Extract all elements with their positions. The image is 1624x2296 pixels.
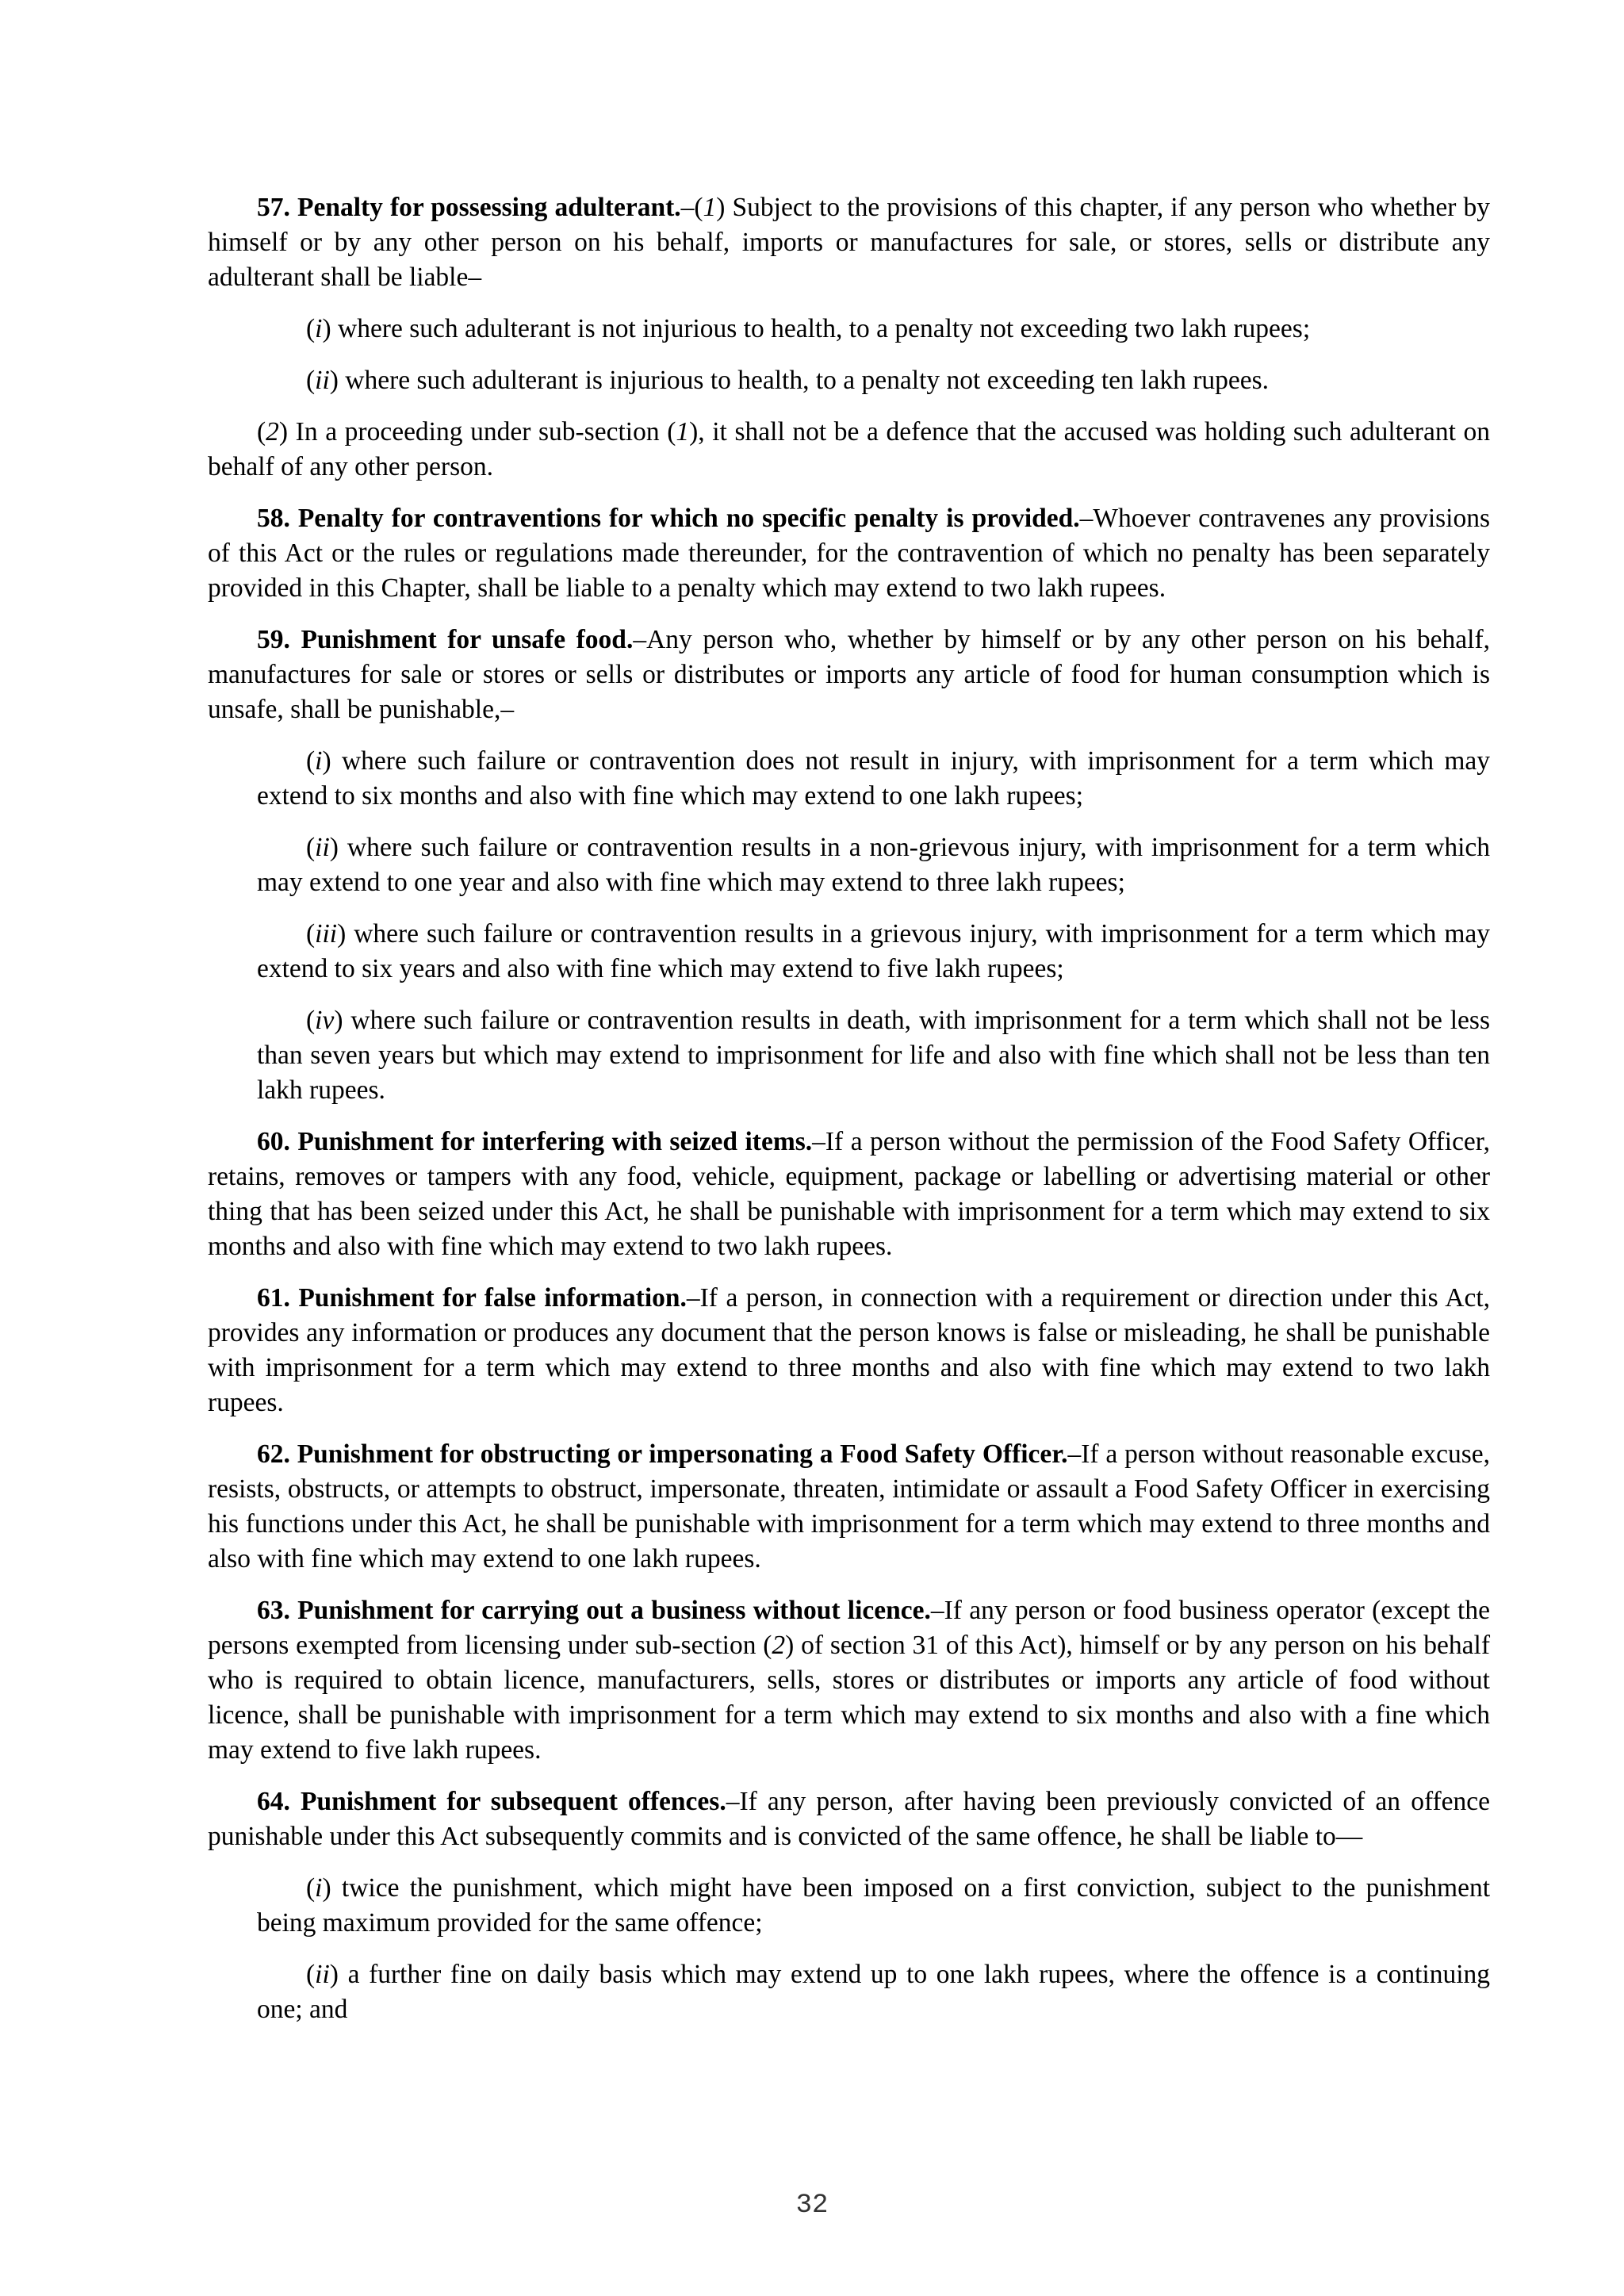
section-59-clause-ii: (ii) where such failure or contravention results in a non-grievous injury, with imprisonment for a term which may extend to one year and also with fine which may extend to three lakh rupees; (257, 833, 1490, 897)
document-body (208, 190, 1490, 2044)
section-57-heading: 57. Penalty for possessing adulterant. (257, 193, 681, 222)
section-59-clause-iv: (iv) where such failure or contravention results in death, with imprisonment for a term which shall not be less than seven years but which may extend to imprisonment for life and also with fine which shall not be less than ten lakh rupees. (257, 1006, 1490, 1105)
section-59-heading: 59. Punishment for unsafe food. (257, 625, 634, 654)
section-63: 63. Punishment for carrying out a business without licence.–If any person or food business operator (except the persons exempted from licensing under sub-section (2) of section 31 of this Act), himself or by any person on his behalf who is required to obtain licence, manufacturers, sells, stores or distributes or imports any article of food without licence, shall be punishable with imprisonment for a term which may extend to six months and also with a fine which may extend to five lakh rupees. (208, 1596, 1490, 1765)
section-57-clause-i: (i) where such adulterant is not injurious to health, to a penalty not exceeding two lakh rupees; (306, 314, 1311, 343)
section-64-heading: 64. Punishment for subsequent offences. (257, 1787, 726, 1816)
section-57-paragraph-1: 57. Penalty for possessing adulterant.–(1) Subject to the provisions of this chapter, if any person who whether by himself or by any other person on his behalf, imports or manufactures for sale, or stores, sells or distribute any adulterant shall be liable– (208, 193, 1490, 292)
section-64: 64. Punishment for subsequent offences.–If any person, after having been previously convicted of an offence punishable under this Act subsequently commits and is convicted of the same offence, he shall be liable to— (208, 1787, 1491, 1851)
section-57-clause-ii: (ii) where such adulterant is injurious to health, to a penalty not exceeding ten lakh rupees. (306, 366, 1270, 395)
section-59-clause-iii: (iii) where such failure or contravention results in a grievous injury, with imprisonment for a term which may extend to six years and also with fine which may extend to five lakh rupees; (257, 919, 1490, 983)
section-61-heading: 61. Punishment for false information. (257, 1283, 687, 1313)
page-number: 32 (795, 2191, 829, 2221)
section-60-heading: 60. Punishment for interfering with seized items. (257, 1127, 813, 1156)
section-59-clause-i: (i) where such failure or contravention does not result in injury, with imprisonment for a term which may extend to six months and also with fine which may extend to one lakh rupees; (257, 746, 1490, 811)
section-64-clause-i: (i) twice the punishment, which might have been imposed on a first conviction, subject to the punishment being maximum provided for the same offence; (257, 1873, 1490, 1938)
section-64-clause-ii: (ii) a further fine on daily basis which may extend up to one lakh rupees, where the offence is a continuing one; and (257, 1960, 1490, 2024)
section-62-heading: 62. Punishment for obstructing or impersonating a Food Safety Officer. (257, 1439, 1068, 1469)
section-57-paragraph-2: (2) In a proceeding under sub-section (1), it shall not be a defence that the accused was holding such adulterant on behalf of any other person. (208, 417, 1491, 481)
section-58-heading: 58. Penalty for contraventions for which no specific penalty is provided. (257, 504, 1080, 533)
section-60: 60. Punishment for interfering with seized items.–If a person without the permission of the Food Safety Officer, retains, removes or tampers with any food, vehicle, equipment, package or labelling or advertising material or other thing that has been seized under this Act, he shall be punishable with imprisonment for a term which may extend to six months and also with fine which may extend to two lakh rupees. (208, 1127, 1490, 1261)
section-58: 58. Penalty for contraventions for which no specific penalty is provided.–Whoever contravenes any provisions of this Act or the rules or regulations made thereunder, for the contravention of which no penalty has been separately provided in this Chapter, shall be liable to a penalty which may extend to two lakh rupees. (208, 504, 1491, 603)
section-63-heading: 63. Punishment for carrying out a business without licence. (257, 1596, 931, 1625)
section-62: 62. Punishment for obstructing or impersonating a Food Safety Officer.–If a person without reasonable excuse, resists, obstructs, or attempts to obstruct, impersonate, threaten, intimidate or assault a Food Safety Officer in exercising his functions under this Act, he shall be punishable with imprisonment for a term which may extend to three months and also with fine which may extend to one lakh rupees. (208, 1439, 1490, 1573)
section-61: 61. Punishment for false information.–If a person, in connection with a requirement or direction under this Act, provides any information or produces any document that the person knows is false or misleading, he shall be punishable with imprisonment for a term which may extend to three months and also with fine which may extend to two lakh rupees. (208, 1283, 1490, 1417)
section-59: 59. Punishment for unsafe food.–Any person who, whether by himself or by any other person on his behalf, manufactures for sale or stores or sells or distributes or imports any article of food for human consumption which is unsafe, shall be punishable,– (208, 625, 1490, 724)
